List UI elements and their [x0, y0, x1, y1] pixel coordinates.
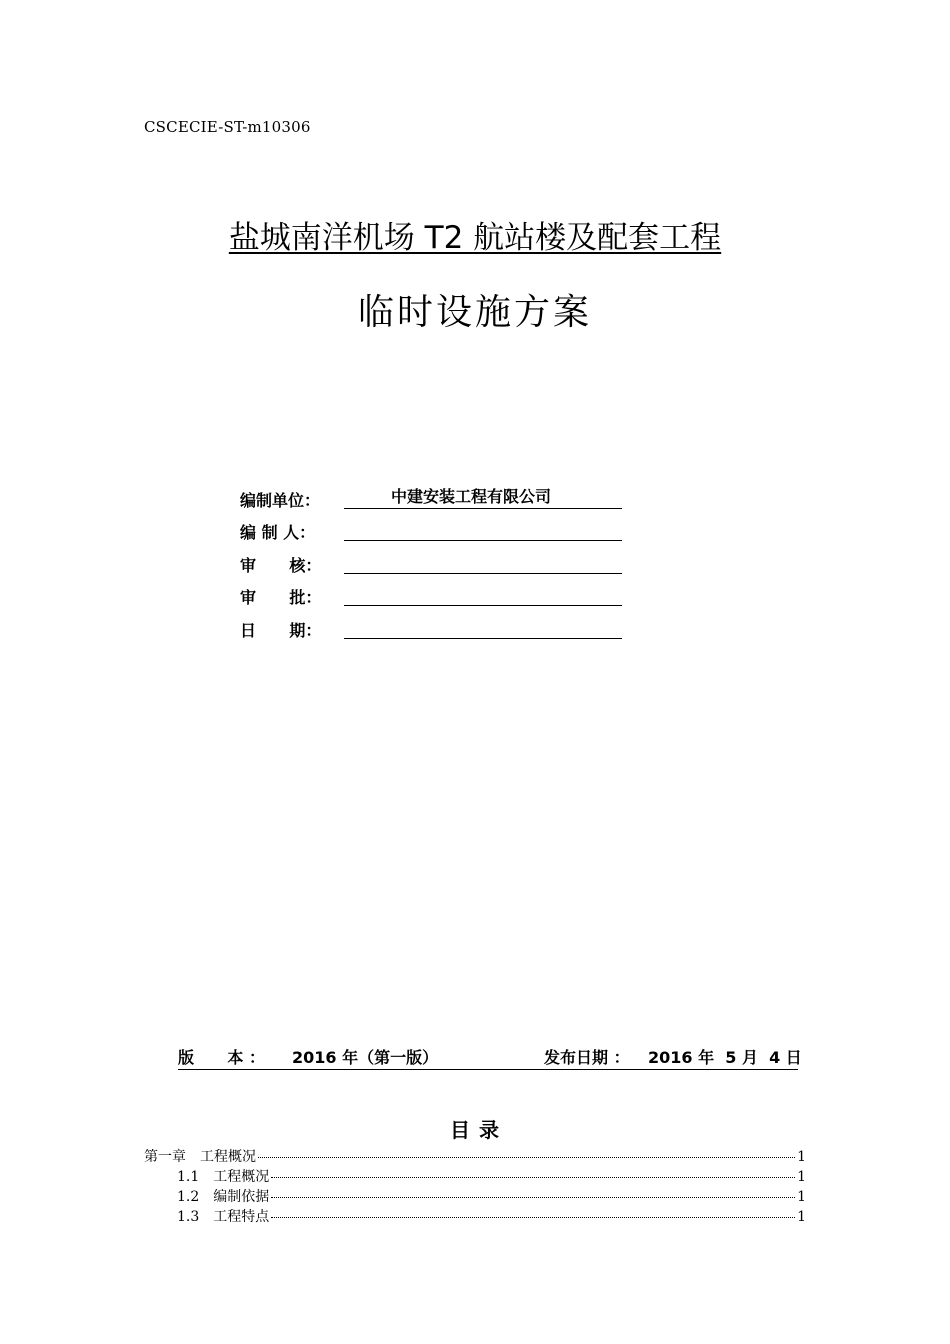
compiler-label: 编 制 人： — [240, 523, 316, 542]
toc-item[interactable] — [144, 1146, 806, 1166]
approver-field — [344, 583, 622, 606]
toc-leader-dots — [271, 1197, 795, 1198]
toc-item-number: 1.3 — [177, 1209, 200, 1225]
project-title-text: 盐城南洋机场 T2 航站楼及配套工程 — [228, 220, 722, 256]
date-label: 日 期： — [240, 621, 322, 640]
project-title — [0, 217, 950, 259]
publish-date-label: 发布日期 ： — [544, 1048, 630, 1067]
toc-item[interactable] — [144, 1206, 806, 1226]
version-label: 版 本 ： — [178, 1048, 265, 1067]
toc-item-text: 工程概况 — [213, 1169, 270, 1185]
date-field — [344, 616, 622, 639]
toc-title: 目 录 — [450, 1118, 500, 1142]
toc-item-page: 1 — [797, 1209, 806, 1225]
compiler-unit-field — [344, 486, 622, 509]
toc-item-page: 1 — [797, 1189, 806, 1205]
reviewer-field — [344, 551, 622, 574]
toc-item-text: 编制依据 — [213, 1189, 270, 1205]
info-row-reviewer — [240, 551, 630, 577]
table-of-contents — [144, 1146, 806, 1226]
compiler-field — [344, 518, 622, 541]
document-code: CSCECIE-ST-m10306 — [144, 118, 311, 136]
compiler-unit-label: 编制单位： — [240, 491, 321, 510]
toc-item-number: 第一章 — [144, 1149, 186, 1165]
toc-item[interactable] — [144, 1166, 806, 1186]
toc-item-text: 工程特点 — [213, 1209, 270, 1225]
toc-leader-dots — [258, 1157, 795, 1158]
compiler-unit-value: 中建安装工程有限公司 — [390, 487, 551, 506]
reviewer-label: 审 核： — [240, 556, 322, 575]
approver-label: 审 批： — [240, 588, 322, 607]
toc-item-text: 工程概况 — [200, 1149, 256, 1165]
info-row-compiler — [240, 518, 630, 544]
toc-item[interactable] — [144, 1186, 806, 1206]
publish-date-value: 2016 年 5 月 4 日 — [648, 1048, 802, 1067]
version-value: 2016 年（第一版） — [292, 1048, 439, 1067]
toc-item-number: 1.1 — [177, 1169, 200, 1185]
toc-item-page: 1 — [797, 1169, 806, 1185]
toc-leader-dots — [271, 1177, 795, 1178]
version-row — [178, 1043, 802, 1070]
document-title: 临时设施方案 — [357, 292, 592, 333]
toc-item-number: 1.2 — [177, 1189, 200, 1205]
toc-leader-dots — [271, 1217, 795, 1218]
info-row-approver — [240, 583, 630, 609]
info-row-compiler-unit — [240, 486, 630, 512]
toc-item-page: 1 — [797, 1149, 806, 1165]
info-row-date — [240, 616, 630, 642]
